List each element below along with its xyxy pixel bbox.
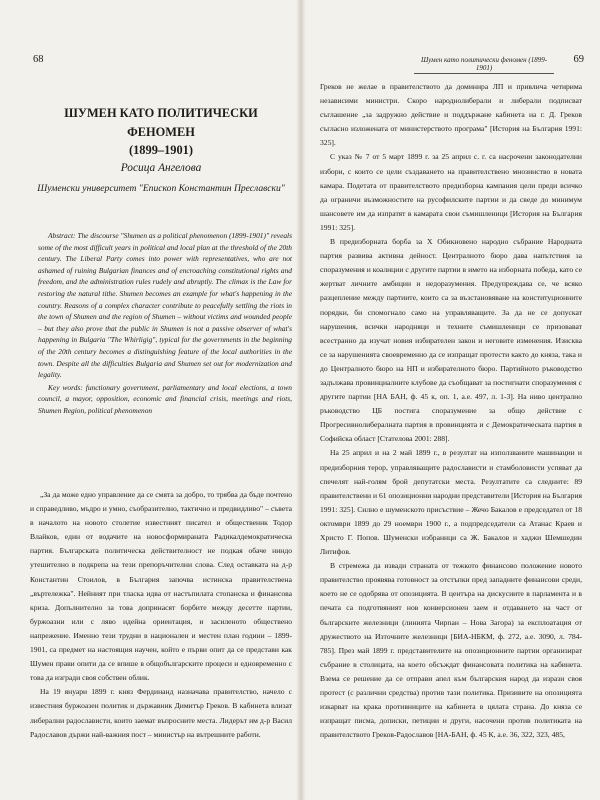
page-number-right: 69 xyxy=(573,54,584,65)
author-affiliation: Шуменски университет "Епископ Константин Преславски" xyxy=(37,183,285,194)
page-number-left: 68 xyxy=(33,54,44,65)
body-paragraph: Греков не желае в правителството да доминира ЛП и привлича четирима независими министри. Скоро народнолиберали и либерали подписват съглашение „за задружно действие и поддържане кабинета на г. Д. Греков съгласно изложената от министерството програма" [История на България 1991: 325]. xyxy=(320,82,582,148)
running-head: Шумен като политически феномен (1899-1901) xyxy=(414,56,554,74)
keywords-text: Key words: functionary government, parliamentary and local elections, a town council, a mayor, opposition, economic and financial crisis, meetings and riots, Shumen Region, political phenomenon xyxy=(38,382,292,415)
title-line-1: ШУМЕН КАТО ПОЛИТИЧЕСКИ ФЕНОМЕН xyxy=(64,106,258,139)
title-line-2: (1899–1901) xyxy=(128,143,193,158)
abstract-text: Abstract: The discourse "Shumen as a political phenomenon (1899-1901)" reveals some of the most difficult years in political and local plan at the threshold of the 20th century. The Liberal Party comes into power with representatives, who are not ashamed of ruining Bulgarian finances and of encroaching constitutional rights and freedom, and the administration rules rudely and abruptly. The climax is the Law for restoring the natural tithe. Shumen becomes an example for what's happening in the country. Reasons of a complex character contribute to peacefully settling the riots in the town of Shumen and the region of Shumen – without victims and wounded people – but they also prove that the public in Shumen is not a passive observer of what's happening in Bulgaria "The Whirligig", typical for the governments in the beginning of the 20th century becomes a distinguishing feature of the local authorities in the town. Despite all the difficulties Bulgaria and Shumen set out for modernization and legality. xyxy=(38,231,292,380)
body-paragraph: „За да може едно управление да се смята за добро, то трябва да бъде почтено и справедливо, мъдро и умно, съобразително, тактично и предвидливо" – съвета в началото на новото столетие известният писател и общественик Тодор Влайков, един от водачите на новосформираната Радикалдемократическа партия. Българската политическа действителност не подкая обаче ниндо утешително в подкрепа на тези препоръчителни слова. След оставката на д-р Константин Стоилов, в България започва истинска правителствена „въртележка". Нейният при тласка идва от настъпилата стопанска и финансова криза. Допълнително за това допринасят борбите между десетте партии, буржоазни или с ляво идейна ориентация, и засиленото обществено напрежение. Именно тези трудни в национален и местен план години – 1899-1901, са предмет на настоящия научен, който е първи опит да се представи как Шумен прави опити да се впише в общобългарските процеси и едновременно с това да изгради своя собствен облик. xyxy=(30,490,292,683)
article-title xyxy=(30,104,292,160)
body-paragraph: На 25 април и на 2 май 1899 г., в резултат на използваните машинации и предизборния терор, управляващите радослависти и стамболовисти успяват да спечелят най-голям брой депутатски места. Резултатите са следните: 89 правителствени и 61 опозиционни народни представители [История на България 1991: 325]. Силно е шуменското присъствие – Жечо Бакалов е председател от 18 октомври 1899 до 29 ноември 1900 г., а подпредседатели са Атанас Краев и Христо Г. Попов. Шуменски избраници са Ж. Бакалов и хаджи Шемшедин Литифов. xyxy=(320,448,583,557)
left-page xyxy=(0,0,298,800)
right-body-text xyxy=(320,80,582,742)
body-paragraph: На 19 януари 1899 г. княз Фердинанд назначава правителство, начело с известния буржоазен политик и държавник Димитър Греков. В кабинета влизат либерални радослависти, които заемат въпросните места. Лидерът им д-р Васил Радославов държи най-важния пост – министър на вътрешните работи. xyxy=(30,687,292,739)
body-paragraph: В предизборната борба за Х Обикновено народно събрание Народната партия развива активна дейност. Централното бюро дава напътствия за споразумения и коалиции с другите партии в името на изборната победа, като се жертват личните амбиции и недоразумения. Предупреждава се, че всяко разцепление между партиите, които са за възстановяване на конституционните порядки, би спомогнало само на управляващите. За да не се допускат нарушения, всички народняци и техните съмишленици се призовават всестранно да изучат новия избирателен закон и неговите изменения. Изисква се за нарушенията своевременно да се изпращат протести както до княза, така и до Централното бюро на НП и избирателното бюро. Партийното ръководство задължава провинциалните клубове да съобщават за постигнати споразумения с другите партии [НА БАН, ф. 45 к, оп. 1, а.е. 497, л. 1-3]. На ниво централно ръководство ЦБ постига споразумение за общо действие с Прогресивнолибералната партия в провинцията и с Демократическата партия в Софийска област [Стателова 2001: 288]. xyxy=(320,237,582,444)
author-name: Росица Ангелова xyxy=(120,162,202,174)
right-page xyxy=(304,0,600,800)
body-paragraph: В стремежа да извади страната от тежкото финансово положение новото правителство проявява готовност за отстъпки пред западните финансови среди, което не се одобрява от опозицията. В центъра на дискусиите в парламента и в печата са подготвяният нов конверсионен заем и отдаването на част от българските железници (линията Чирпан – Нова Загора) за експлоатация от дружеството на Източните железници [БИА-НБКМ, ф. 272, а.е. 3090, л. 784-785]. През май 1899 г. представителите на опозиционните партии организират събрание в столицата, на което обсъждат финансовата политика на кабинета. Взема се решение да се отправи апел към българския народ да изрази своя протест (с различни средства) против тази политика. Призивите на опозицията изкарват на крака противниците на кабинета в цялата страна. До княза се изпращат писма, дописки, петиции и други, насочени против политиката на правителството Греков-Радославов [НА-БАН, ф. 45 К, а.е. 36, 322, 323, 485, xyxy=(320,561,582,740)
body-paragraph: С указ № 7 от 5 март 1899 г. за 25 април с. г. са насрочени законодателни избори, с които се цели създаването на правителствено мнозинство в новата камара. Подетата от правителството предизборна кампания цели преди всичко да ограничи възможностите на русофилските партии и да сведе до минимум шансовете им да изпратят в камарата свои съмишленици [История на България 1991: 325]. xyxy=(320,152,582,232)
left-body-text xyxy=(30,488,292,742)
abstract xyxy=(38,230,292,418)
